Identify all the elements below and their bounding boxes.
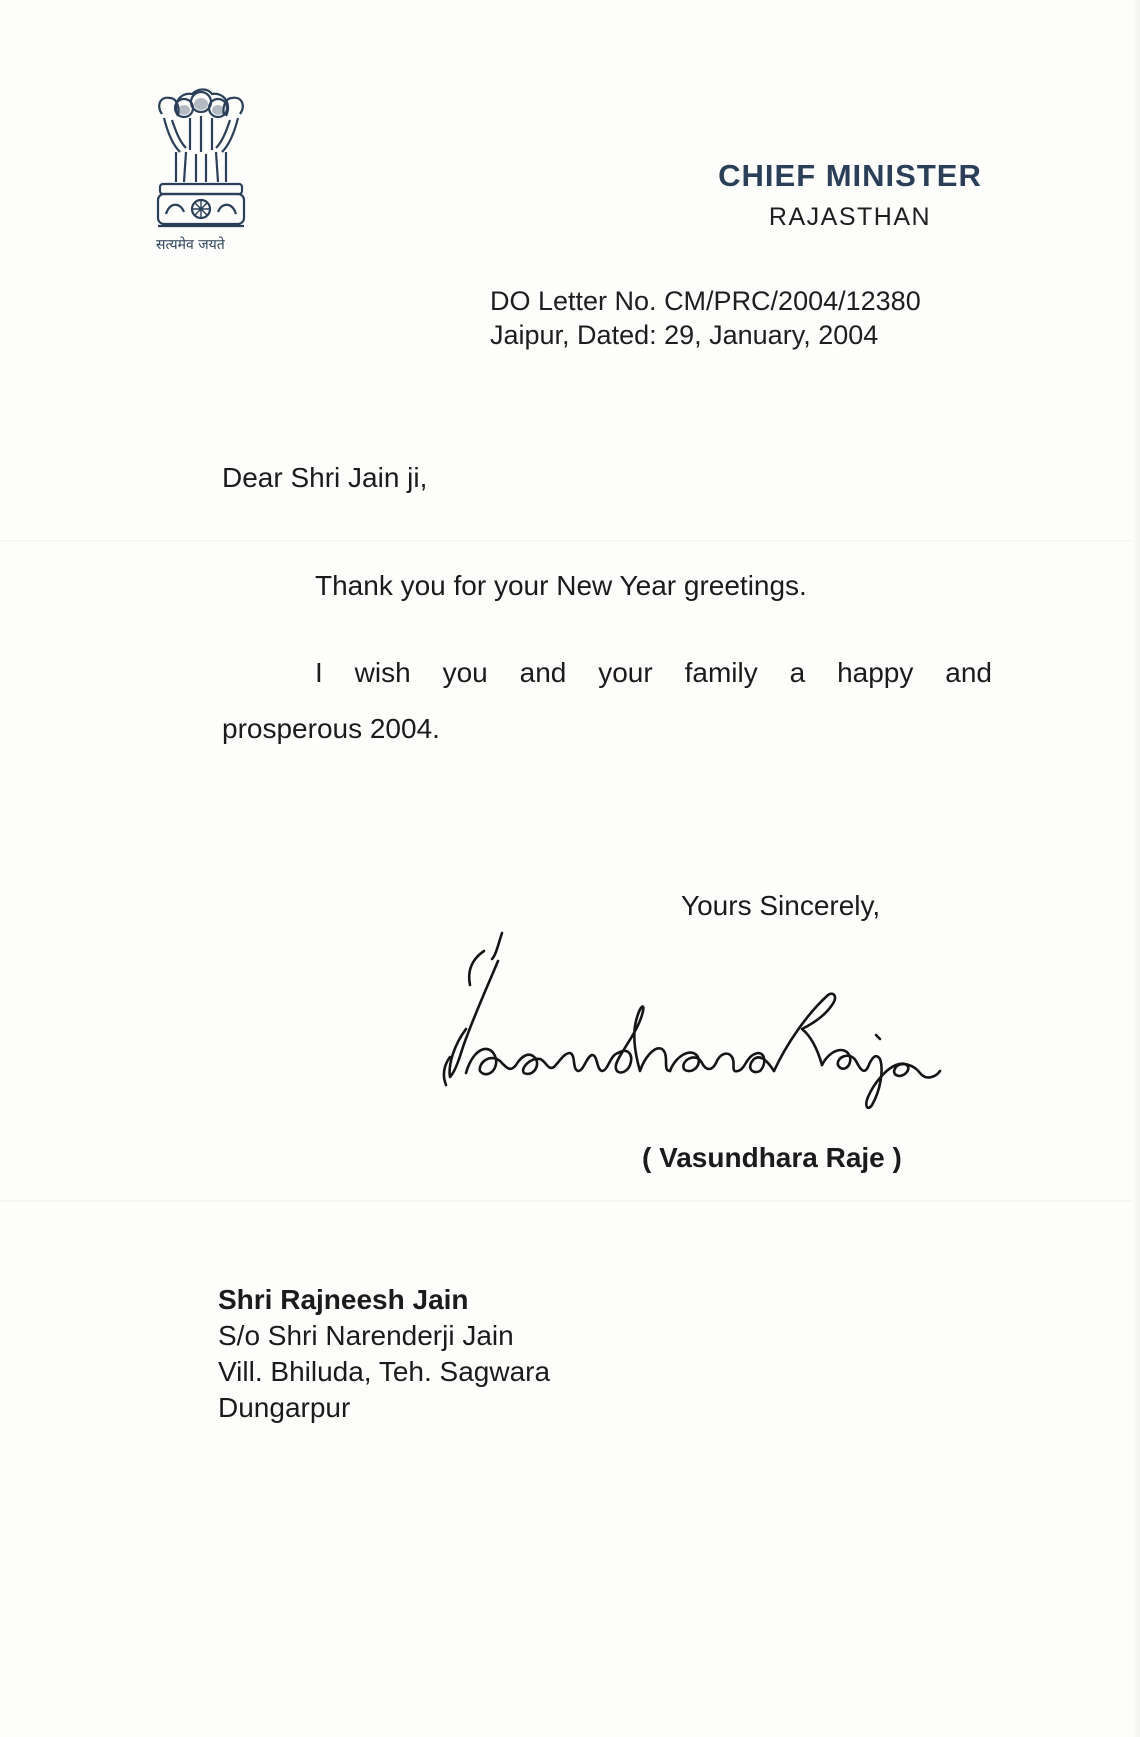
recipient-name: Shri Rajneesh Jain [218,1284,469,1315]
closing: Yours Sincerely, [681,890,881,921]
word: wish [354,657,411,688]
word: and [519,657,567,688]
paper-fold-line [0,1200,1140,1202]
recipient-address-line: Vill. Bhiluda, Teh. Sagwara [218,1356,551,1387]
word: family [684,657,758,688]
word: a [789,657,806,688]
word: I [315,657,323,688]
state-emblem-icon [150,86,252,232]
word: and [945,657,992,688]
letter-date: Jaipur, Dated: 29, January, 2004 [490,320,879,350]
handwritten-signature [440,925,980,1115]
recipient-address-line: Dungarpur [218,1392,351,1423]
paper-fold-line [0,540,1140,542]
word: your [598,657,653,688]
body-paragraph-2-continuation: prosperous 2004. [222,713,440,744]
recipient-address-line: S/o Shri Narenderji Jain [218,1320,514,1351]
body-paragraph-2 [315,657,992,689]
body-paragraph-1: Thank you for your New Year greetings. [315,570,807,601]
letterhead-subtitle: RAJASTHAN [768,203,932,231]
word: you [442,657,488,688]
word: happy [837,657,914,688]
signatory-name: ( Vasundhara Raje ) [642,1142,902,1173]
emblem-motto-text: सत्यमेव जयते [156,237,225,253]
letterhead-title: CHIEF MINISTER [718,158,982,193]
paper-edge-shadow [1132,0,1140,1737]
letter-reference-number: DO Letter No. CM/PRC/2004/12380 [490,286,921,316]
salutation: Dear Shri Jain ji, [222,462,428,493]
